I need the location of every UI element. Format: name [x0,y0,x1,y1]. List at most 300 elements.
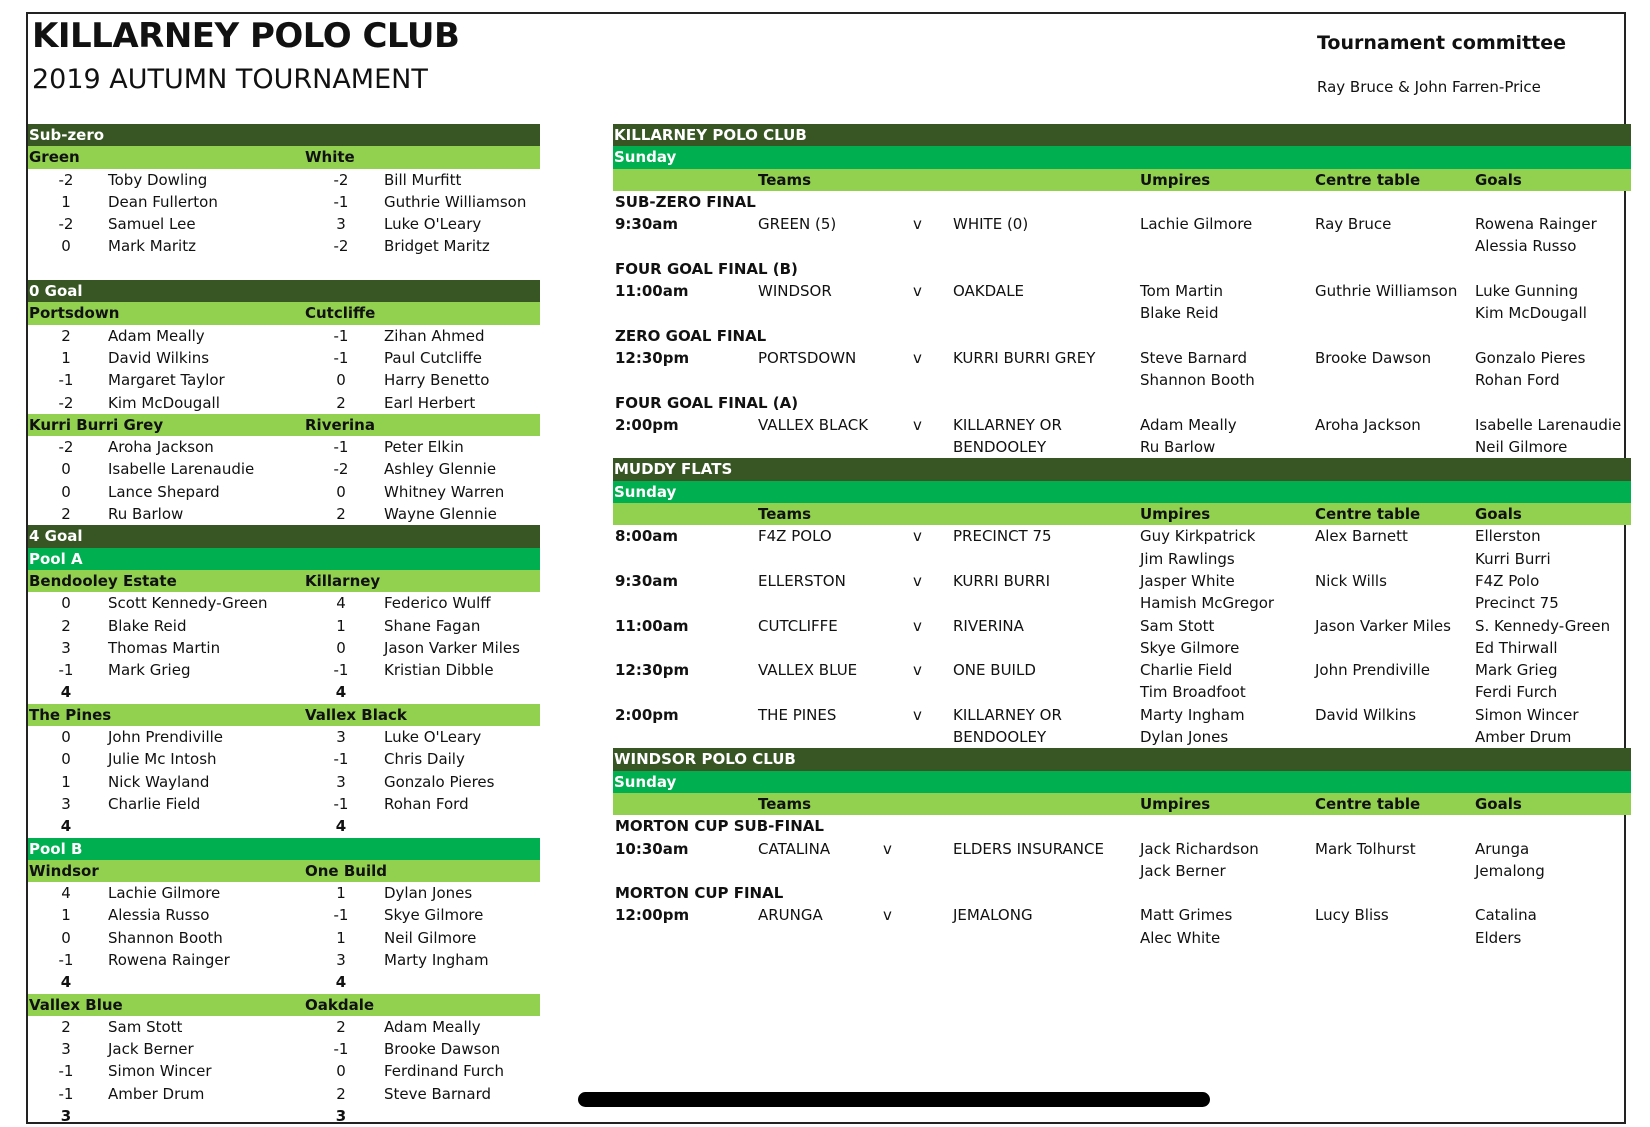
division-band [28,525,540,547]
division-label: Sub-zero [29,126,105,144]
team-name: Riverina [305,415,375,434]
umpire: Guy Kirkpatrick [1140,527,1256,546]
versus: v [913,527,922,546]
match-row [613,570,1631,592]
home-team: THE PINES [758,705,837,724]
col-teams: Teams [758,505,812,524]
team-name: Kurri Burri Grey [29,415,164,434]
match-continuation-row [613,369,1631,391]
player-name: Shane Fagan [384,616,481,635]
umpire: Ru Barlow [1140,438,1216,457]
player-name: Julie Mc Intosh [108,750,217,769]
goal-judge: Ed Thirwall [1475,638,1558,657]
away-team: KILLARNEY OR [953,415,1062,434]
player-row [28,1016,540,1038]
player-handicap: -2 [58,438,74,457]
player-name: Bill Murfitt [384,170,462,189]
umpire: Tim Broadfoot [1140,683,1246,702]
match-row [613,904,1631,926]
player-handicap: 4 [336,594,346,613]
umpire: Lachie Gilmore [1140,215,1253,234]
match-time: 9:30am [615,571,679,590]
player-name: Margaret Taylor [108,371,225,390]
page-subtitle: 2019 AUTUMN TOURNAMENT [32,64,428,95]
home-team: VALLEX BLUE [758,661,858,680]
versus: v [883,839,892,858]
player-row [28,659,540,681]
player-name: Kim McDougall [108,393,220,412]
player-row [28,1083,540,1105]
away-team: ONE BUILD [953,661,1036,680]
player-handicap: -2 [333,170,349,189]
goal-judge: Luke Gunning [1475,282,1579,301]
player-handicap: 2 [61,505,71,524]
match-time: 2:00pm [615,415,679,434]
match-continuation-row [613,726,1631,748]
player-handicap: 3 [61,638,71,657]
division-label: 4 Goal [29,527,83,546]
division-label: 0 Goal [29,282,83,301]
col-goals: Goals [1475,794,1522,813]
match-row [613,213,1631,235]
player-handicap: 0 [61,594,71,613]
venue-band [613,748,1631,770]
match-time: 12:00pm [615,906,690,925]
away-team: KURRI BURRI GREY [953,348,1096,367]
team-name: Cutcliffe [305,304,376,323]
team-total: 4 [60,683,72,702]
player-name: David Wilkins [108,348,210,367]
match-time: 11:00am [615,616,689,635]
goal-judge: Simon Wincer [1475,705,1579,724]
player-handicap: -2 [333,460,349,479]
away-team: WHITE (0) [953,215,1029,234]
player-handicap: 1 [336,884,346,903]
player-handicap: 0 [61,237,71,256]
teams-sheet [28,124,540,1127]
player-name: Zihan Ahmed [384,326,485,345]
band-label: MUDDY FLATS [614,460,733,479]
player-handicap: -2 [58,215,74,234]
match-continuation-row [613,927,1631,949]
player-handicap: -1 [58,661,74,680]
match-section-title [613,815,1631,837]
player-name: Whitney Warren [384,482,505,501]
umpire: Hamish McGregor [1140,594,1275,613]
player-handicap: -1 [333,750,349,769]
player-handicap: -2 [58,393,74,412]
away-team: JEMALONG [953,906,1033,925]
player-row [28,1038,540,1060]
home-team: CUTCLIFFE [758,616,838,635]
team-total: 4 [60,973,72,992]
venue-band [613,458,1631,480]
umpire: Skye Gilmore [1140,638,1240,657]
player-name: Rohan Ford [384,794,469,813]
versus: v [883,906,892,925]
player-name: Gonzalo Pieres [384,772,495,791]
player-handicap: 2 [336,393,346,412]
player-name: Jack Berner [108,1040,194,1059]
team-total: 3 [60,1107,72,1126]
committee-names: Ray Bruce & John Farren-Price [1317,78,1541,96]
player-name: Kristian Dibble [384,661,494,680]
centre-table: Mark Tolhurst [1315,839,1416,858]
team-total: 3 [335,1107,347,1126]
team-header-row [28,860,540,882]
player-name: Blake Reid [108,616,187,635]
player-handicap: 2 [61,616,71,635]
player-name: Brooke Dawson [384,1040,501,1059]
col-goals: Goals [1475,170,1522,189]
horizontal-scrollbar[interactable] [578,1092,1210,1107]
player-row [28,1060,540,1082]
away-team: OAKDALE [953,282,1025,301]
player-row [28,615,540,637]
player-row [28,726,540,748]
player-handicap: 3 [336,772,346,791]
team-name: Bendooley Estate [29,571,177,590]
player-handicap: 1 [336,928,346,947]
centre-table: Alex Barnett [1315,527,1408,546]
match-continuation-row [613,436,1631,458]
player-row [28,771,540,793]
player-row [28,191,540,213]
team-name: Vallex Blue [29,995,123,1014]
player-handicap: -1 [333,906,349,925]
team-header-row [28,704,540,726]
match-row [613,704,1631,726]
player-handicap: -1 [333,348,349,367]
goal-judge: Rowena Rainger [1475,215,1597,234]
player-handicap: 3 [336,728,346,747]
division-band [28,124,540,146]
match-row [613,414,1631,436]
player-name: Dylan Jones [384,884,473,903]
player-name: Bridget Maritz [384,237,490,256]
goal-judge: S. Kennedy-Green [1475,616,1611,635]
umpire: Charlie Field [1140,661,1233,680]
versus: v [913,415,922,434]
player-row [28,347,540,369]
player-row [28,793,540,815]
goal-judge: Kurri Burri [1475,549,1551,568]
section-title: MORTON CUP SUB-FINAL [615,817,824,836]
section-title: ZERO GOAL FINAL [615,326,767,345]
column-header-row [613,169,1631,191]
player-row [28,235,540,257]
player-row [28,436,540,458]
match-row [613,615,1631,637]
player-name: Mark Grieg [108,661,191,680]
col-umpires: Umpires [1140,794,1211,813]
player-handicap: -2 [333,237,349,256]
player-name: Federico Wulff [384,594,491,613]
player-name: Mark Maritz [108,237,196,256]
player-handicap: 1 [61,906,71,925]
centre-table: John Prendiville [1315,661,1431,680]
umpire: Marty Ingham [1140,705,1245,724]
goal-judge: Precinct 75 [1475,594,1559,613]
away-team: PRECINCT 75 [953,527,1052,546]
committee-title: Tournament committee [1317,32,1567,54]
goal-judge: Amber Drum [1475,728,1572,747]
player-row [28,882,540,904]
player-handicap: -1 [333,438,349,457]
player-handicap: -1 [333,661,349,680]
centre-table: David Wilkins [1315,705,1417,724]
versus: v [913,282,922,301]
team-name: One Build [305,861,387,880]
player-handicap: 0 [61,928,71,947]
player-handicap: 1 [336,616,346,635]
col-teams: Teams [758,170,812,189]
umpire: Jack Berner [1140,861,1226,880]
team-name: White [305,148,355,167]
away-team: KILLARNEY OR [953,705,1062,724]
division-band [28,838,540,860]
player-name: Charlie Field [108,794,201,813]
player-name: Shannon Booth [108,928,223,947]
centre-table: Guthrie Williamson [1315,282,1458,301]
player-handicap: -1 [58,371,74,390]
player-name: Lance Shepard [108,482,220,501]
player-name: Sam Stott [108,1017,183,1036]
col-goals: Goals [1475,505,1522,524]
match-continuation-row [613,302,1631,324]
player-row [28,481,540,503]
player-name: Scott Kennedy-Green [108,594,268,613]
player-handicap: 1 [61,348,71,367]
centre-table: Nick Wills [1315,571,1387,590]
match-time: 8:00am [615,527,679,546]
home-team: ELLERSTON [758,571,846,590]
player-name: Jason Varker Miles [384,638,520,657]
player-name: Ferdinand Furch [384,1062,505,1081]
player-name: Toby Dowling [108,170,208,189]
player-name: Alessia Russo [108,906,210,925]
match-section-title [613,325,1631,347]
umpire: Jasper White [1140,571,1235,590]
goal-judge: Isabelle Larenaudie [1475,415,1622,434]
umpire: Shannon Booth [1140,371,1255,390]
section-title: MORTON CUP FINAL [615,884,784,903]
player-handicap: -1 [333,192,349,211]
player-row [28,748,540,770]
player-row [28,927,540,949]
blank-row [28,258,540,280]
versus: v [913,616,922,635]
match-time: 10:30am [615,839,689,858]
player-name: Skye Gilmore [384,906,484,925]
division-label: Pool A [29,549,83,568]
umpire: Alec White [1140,928,1221,947]
versus: v [913,215,922,234]
team-total-row [28,815,540,837]
match-time: 11:00am [615,282,689,301]
page-title: KILLARNEY POLO CLUB [32,16,460,56]
band-label: WINDSOR POLO CLUB [614,750,796,769]
player-name: Earl Herbert [384,393,476,412]
match-continuation-row [613,592,1631,614]
player-row [28,325,540,347]
player-handicap: 2 [336,505,346,524]
player-handicap: 3 [336,215,346,234]
player-row [28,904,540,926]
away-team: RIVERINA [953,616,1024,635]
player-name: Marty Ingham [384,950,489,969]
player-row [28,392,540,414]
home-team: F4Z POLO [758,527,832,546]
player-handicap: 2 [336,1017,346,1036]
goal-judge: Ferdi Furch [1475,683,1558,702]
home-team: WINDSOR [758,282,832,301]
player-name: Rowena Rainger [108,950,230,969]
umpire: Sam Stott [1140,616,1215,635]
player-name: Isabelle Larenaudie [108,460,255,479]
player-row [28,949,540,971]
match-continuation-row [613,235,1631,257]
team-total: 4 [60,817,72,836]
player-handicap: 3 [61,794,71,813]
venue-band [613,124,1631,146]
goal-judge: Neil Gilmore [1475,438,1568,457]
player-name: Simon Wincer [108,1062,212,1081]
match-section-title [613,392,1631,414]
match-section-title [613,191,1631,213]
home-team: ARUNGA [758,906,823,925]
player-handicap: -1 [333,794,349,813]
match-time: 12:30pm [615,348,690,367]
player-name: Luke O'Leary [384,728,482,747]
player-name: Thomas Martin [108,638,221,657]
col-centre-table: Centre table [1315,505,1421,524]
umpire: Steve Barnard [1140,348,1248,367]
match-continuation-row [613,637,1631,659]
centre-table: Ray Bruce [1315,215,1392,234]
player-handicap: -1 [58,950,74,969]
match-time: 12:30pm [615,661,690,680]
home-team: PORTSDOWN [758,348,857,367]
player-handicap: 4 [61,884,71,903]
match-row [613,347,1631,369]
player-handicap: -1 [333,326,349,345]
umpire: Jim Rawlings [1140,549,1235,568]
player-handicap: 2 [61,326,71,345]
player-name: Neil Gilmore [384,928,477,947]
player-handicap: -2 [58,170,74,189]
umpire: Jack Richardson [1140,839,1259,858]
versus: v [913,348,922,367]
player-handicap: 2 [336,1084,346,1103]
team-total: 4 [335,817,347,836]
centre-table: Brooke Dawson [1315,348,1432,367]
away-team: KURRI BURRI [953,571,1050,590]
day-band [613,146,1631,168]
player-handicap: 0 [336,371,346,390]
match-time: 2:00pm [615,705,679,724]
division-label: Pool B [29,839,83,858]
goal-judge: F4Z Polo [1475,571,1540,590]
player-name: Dean Fullerton [108,192,218,211]
player-name: Luke O'Leary [384,215,482,234]
column-header-row [613,793,1631,815]
player-handicap: -1 [58,1084,74,1103]
match-continuation-row [613,860,1631,882]
band-label: Sunday [614,482,677,501]
player-name: Adam Meally [384,1017,481,1036]
match-continuation-row [613,681,1631,703]
away-team: ELDERS INSURANCE [953,839,1104,858]
versus: v [913,705,922,724]
player-name: John Prendiville [108,728,224,747]
player-name: Harry Benetto [384,371,490,390]
goal-judge: Kim McDougall [1475,304,1587,323]
match-row [613,280,1631,302]
player-row [28,213,540,235]
match-time: 9:30am [615,215,679,234]
col-centre-table: Centre table [1315,794,1421,813]
band-label: Sunday [614,148,677,167]
section-title: FOUR GOAL FINAL (A) [615,393,799,412]
team-total-row [28,971,540,993]
home-team: CATALINA [758,839,831,858]
player-name: Aroha Jackson [108,438,214,457]
player-name: Nick Wayland [108,772,210,791]
player-row [28,637,540,659]
goal-judge: Ellerston [1475,527,1541,546]
player-name: Samuel Lee [108,215,196,234]
goal-judge: Gonzalo Pieres [1475,348,1586,367]
away-team: BENDOOLEY [953,438,1047,457]
versus: v [913,571,922,590]
umpire: Blake Reid [1140,304,1219,323]
player-handicap: 0 [61,460,71,479]
player-name: Peter Elkin [384,438,464,457]
player-handicap: 0 [61,728,71,747]
day-band [613,771,1631,793]
team-header-row [28,302,540,324]
player-handicap: -1 [58,1062,74,1081]
player-name: Ashley Glennie [384,460,497,479]
player-handicap: 1 [61,192,71,211]
player-row [28,169,540,191]
match-section-title [613,258,1631,280]
centre-table: Aroha Jackson [1315,415,1421,434]
col-umpires: Umpires [1140,170,1211,189]
team-total-row [28,1105,540,1127]
team-header-row [28,570,540,592]
player-name: Lachie Gilmore [108,884,221,903]
goal-judge: Jemalong [1475,861,1545,880]
team-name: Vallex Black [305,705,407,724]
player-row [28,503,540,525]
team-name: Windsor [29,861,99,880]
team-header-row [28,994,540,1016]
player-name: Steve Barnard [384,1084,492,1103]
division-band [28,280,540,302]
goal-judge: Alessia Russo [1475,237,1577,256]
umpire: Tom Martin [1140,282,1224,301]
player-handicap: 0 [336,1062,346,1081]
player-handicap: -1 [333,1040,349,1059]
centre-table: Jason Varker Miles [1315,616,1451,635]
player-name: Adam Meally [108,326,205,345]
goal-judge: Catalina [1475,906,1537,925]
player-name: Guthrie Williamson [384,192,527,211]
player-name: Paul Cutcliffe [384,348,483,367]
player-row [28,458,540,480]
